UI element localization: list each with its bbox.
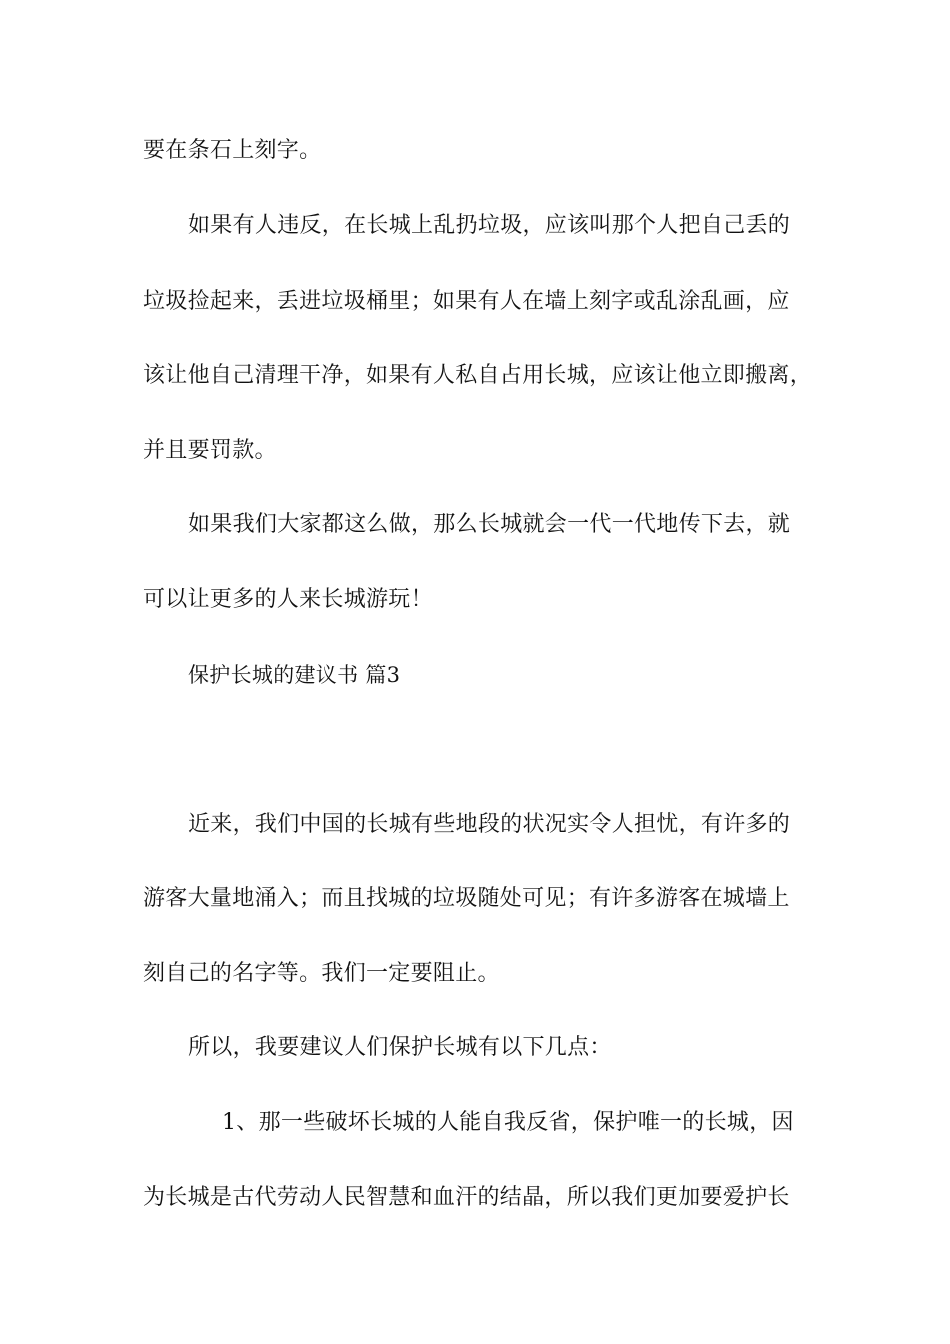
section-heading: 保护长城的建议书 篇3 <box>188 663 401 687</box>
paragraph-line: 垃圾捡起来，丢进垃圾桶里；如果有人在墙上刻字或乱涂乱画，应 <box>143 289 790 314</box>
paragraph-line: 近来，我们中国的长城有些地段的状况实令人担忧，有许多的 <box>188 812 791 837</box>
paragraph-line: 可以让更多的人来长城游玩！ <box>143 587 433 612</box>
paragraph-line: 游客大量地涌入；而且找城的垃圾随处可见；有许多游客在城墙上 <box>143 886 790 911</box>
paragraph-line: 如果有人违反，在长城上乱扔垃圾，应该叫那个人把自己丢的 <box>188 213 791 238</box>
paragraph-line: 要在条石上刻字。 <box>143 138 322 163</box>
paragraph-line: 为长城是古代劳动人民智慧和血汗的结晶，所以我们更加要爱护长 <box>143 1185 790 1210</box>
paragraph-line: 刻自己的名字等。我们一定要阻止。 <box>143 961 500 986</box>
paragraph-line: 并且要罚款。 <box>143 438 277 463</box>
paragraph-line: 所以，我要建议人们保护长城有以下几点： <box>188 1035 612 1060</box>
list-item-line: 1、那一些破坏长城的人能自我反省，保护唯一的长城，因 <box>222 1110 794 1135</box>
paragraph-line: 该让他自己清理干净，如果有人私自占用长城，应该让他立即搬离， <box>143 363 813 388</box>
paragraph-line: 如果我们大家都这么做，那么长城就会一代一代地传下去，就 <box>188 512 791 537</box>
